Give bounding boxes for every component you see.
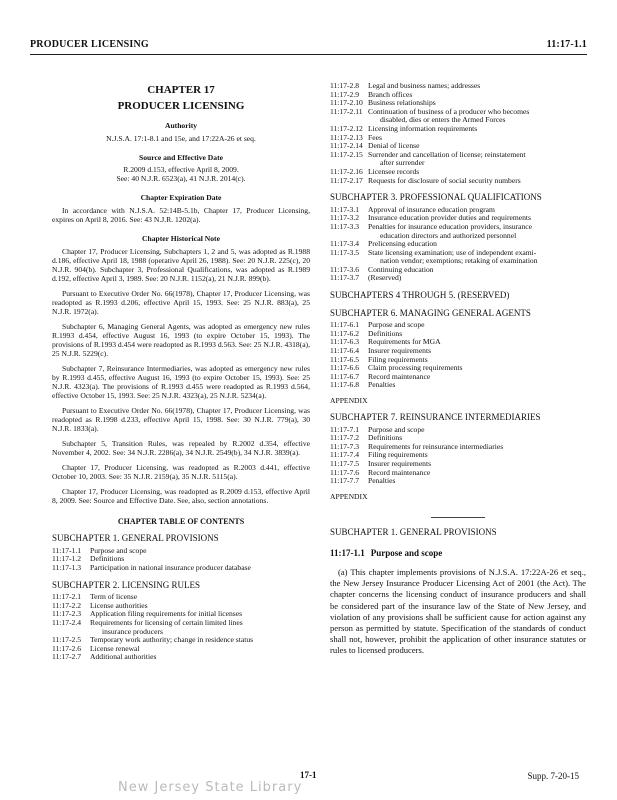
toc-row: 11:17-2.15 Surrender and cancellation of license; reinstatement after surrender (330, 149, 526, 168)
toc-row: 11:17-2.9 Branch offices (330, 89, 413, 99)
subchapter-heading: SUBCHAPTER 1. GENERAL PROVISIONS (52, 533, 219, 544)
right-column (330, 70, 586, 657)
toc-row: 11:17-6.2 Definitions (330, 328, 403, 338)
toc-row: 11:17-2.5 Temporary work authority; change in residence status (52, 635, 254, 645)
toc-row: 11:17-2.8 Legal and business names; addresses (330, 81, 481, 90)
toc-row: 11:17-7.5 Insurer requirements (330, 458, 432, 468)
appendix-label: APPENDIX (330, 396, 368, 405)
authority-text: N.J.S.A. 17:1-8.1 and 15e, and 17:22A-26 et seq. (106, 133, 256, 143)
toc-row: 11:17-3.1 Approval of insurance education program (330, 204, 495, 214)
authority-label: Authority (164, 121, 198, 131)
subchapter-heading: SUBCHAPTER 7. REINSURANCE INTERMEDIARIES (330, 412, 541, 422)
toc-list-sub7 (330, 426, 586, 486)
toc-row: 11:17-2.16 Licensee records (330, 166, 420, 176)
section-title: Purpose and scope (370, 548, 443, 559)
source-line-1: R.2009 d.153, effective April 8, 2009. (123, 165, 239, 175)
toc-row: 11:17-7.6 Record maintenance (330, 467, 431, 477)
toc-row: 11:17-2.3 Application filing requirements for initial licenses (52, 609, 243, 619)
section-heading (330, 549, 586, 559)
toc-list-sub3 (330, 206, 586, 283)
toc-row: 11:17-1.2 Definitions (52, 554, 125, 564)
history-para: Pursuant to Executive Order No. 66(1978), Chapter 17, Producer Licensing, was readopted as R.1998 d.233, effective April 15, 1998. See: 30 N.J.R. 779(a), 30 N.J.R. 1833(a). (52, 405, 310, 433)
toc-row: 11:17-2.6 License renewal (52, 643, 140, 653)
appendix-label: APPENDIX (330, 491, 368, 501)
toc-list-sub2-cont (330, 82, 586, 185)
chapter-title: PRODUCER LICENSING (117, 99, 245, 112)
toc-row: 11:17-2.11 Continuation of business of a producer who becomes disabled, dies or enters the Armed Forces (330, 106, 530, 125)
history-para: Chapter 17, Producer Licensing, was readopted as R.2003 d.441, effective October 10, 2003. See: 35 N.J.R. 2159(a), 35 N.J.R. 5115(a). (52, 462, 310, 481)
toc-row: 11:17-6.7 Record maintenance (330, 371, 431, 381)
source-line-2: See: 40 N.J.R. 6523(a), 41 N.J.R. 2014(c). (116, 174, 246, 184)
toc-row: 11:17-6.6 Claim processing requirements (330, 363, 463, 373)
toc-row: 11:17-2.2 License authorities (52, 600, 148, 610)
toc-row: 11:17-2.17 Requests for disclosure of social security numbers (330, 175, 521, 185)
toc-row: 11:17-6.4 Insurer requirements (330, 346, 432, 356)
toc-row: 11:17-3.3 Penalties for insurance education providers, insurance education directors and authorized personnel (330, 221, 533, 240)
toc-row: 11:17-2.13 Fees (330, 132, 382, 142)
section-paragraph: (a) This chapter implements provisions of N.J.S.A. 17:22A-26 et seq., the New Jersey Insurance Producer Licensing Act of 2001 (the Act). The chapter concerns the licensing conduct of insurance producers and shall be considered part of the insurance law of the State of New Jersey, and violation of any provisions shall be sufficient cause for action against any person as permitted by statute. Specification of the standards of conduct shall not, however, prohibit the application of other insurance statutes or rules to licensed producers. (330, 566, 586, 656)
expiration-label: Chapter Expiration Date (140, 193, 222, 203)
toc-list-sub2 (52, 593, 310, 662)
section-number: 11:17-1.1 (330, 548, 365, 559)
toc-row: 11:17-6.3 Requirements for MGA (330, 337, 441, 347)
toc-row: 11:17-1.3 Participation in national insurance producer database (52, 562, 251, 572)
toc-title: CHAPTER TABLE OF CONTENTS (117, 516, 245, 526)
toc-row: 11:17-6.5 Filing requirements (330, 354, 428, 364)
history-para: Subchapter 7, Reinsurance Intermediaries, was adopted as emergency new rules by R.1993 d.455, effective August 16, 1993 (to expire October 15, 1993). See: 25 N.J.R. 4323(a). The provisions of R.1993 d.455 were readopted as R.1993 d.564, effective October 15, 1993. See: 25 N.J.R. 4323(a), 25 N.J.R. 5234(a). (52, 363, 310, 400)
toc-row: 11:17-7.1 Purpose and scope (330, 424, 425, 434)
toc-row: 11:17-3.2 Insurance education provider duties and requirements (330, 213, 531, 223)
subchapter-heading: SUBCHAPTER 3. PROFESSIONAL QUALIFICATIONS (330, 192, 542, 203)
toc-row: 11:17-2.12 Licensing information requirements (330, 123, 478, 133)
toc-row: 11:17-7.3 Requirements for reinsurance intermediaries (330, 441, 504, 451)
library-watermark: New Jersey State Library (118, 780, 303, 795)
chapter-number: CHAPTER 17 (147, 84, 215, 96)
toc-list-sub1 (52, 547, 310, 573)
toc-row: 11:17-2.4 Requirements for licensing of certain limited lines insurance producers (52, 617, 243, 636)
toc-row: 11:17-2.14 Denial of license (330, 141, 420, 151)
header-title: PRODUCER LICENSING (30, 39, 149, 50)
toc-row: 11:17-3.7 (Reserved) (330, 273, 402, 283)
toc-row: 11:17-1.1 Purpose and scope (52, 545, 147, 555)
toc-list-sub6 (330, 321, 586, 390)
header-section: 11:17-1.1 (546, 39, 587, 50)
body-subchapter-heading: SUBCHAPTER 1. GENERAL PROVISIONS (330, 526, 497, 537)
toc-row: 11:17-6.8 Penalties (330, 380, 396, 390)
history-para: Subchapter 6, Managing General Agents, was adopted as emergency new rules R.1993 d.454, effective August 16, 1993 (to expire October 15, 1993). The provisions of R.1993 d.454 were readopted as R.1993 d.563. See: 25 N.J.R. 4318(a), 25 N.J.R. 5229(c). (52, 321, 310, 358)
left-column (52, 70, 310, 662)
toc-row: 11:17-3.5 State licensing examination; use of independent exami- nation vendor; exemptions; retaking of examination (330, 247, 538, 266)
toc-row: 11:17-3.4 Prelicensing education (330, 239, 437, 249)
history-para: Chapter 17, Producer Licensing, Subchapters 1, 2 and 5, was adopted as R.1988 d.186, effective April 18, 1988 (operative April 26, 1988). See: 20 N.J.R. 225(c), 20 N.J.R. 904(b). Subchapter 3, Professional Qualifications, was adopted as R.1989 d.192, effective April 3, 1989. See: 20 N.J.R. 1152(a), 21 N.J.R. 899(b). (52, 246, 310, 283)
subchapter-heading: SUBCHAPTER 2. LICENSING RULES (52, 579, 201, 590)
section-divider (431, 517, 485, 518)
subchapter-heading: SUBCHAPTER 6. MANAGING GENERAL AGENTS (330, 307, 531, 318)
toc-row: 11:17-2.10 Business relationships (330, 98, 436, 108)
source-label: Source and Effective Date (138, 152, 223, 162)
history-label: Chapter Historical Note (142, 233, 220, 243)
supplement-date: Supp. 7-20-15 (527, 771, 579, 781)
history-para: Pursuant to Executive Order No. 66(1978), Chapter 17, Producer Licensing, was readopted as R.1993 d.206, effective April 15, 1993. See: 25 N.J.R. 883(a), 25 N.J.R. 1972(a). (52, 288, 310, 316)
toc-row: 11:17-3.6 Continuing education (330, 264, 434, 274)
history-para: Chapter 17, Producer Licensing, was readopted as R.2009 d.153, effective April 8, 2009. See: Source and Effective Date. See, also, section annotations. (52, 486, 310, 505)
page-number: 17-1 (300, 770, 317, 780)
history-para: Subchapter 5, Transition Rules, was repealed by R.2002 d.354, effective November 4, 2002. See: 34 N.J.R. 2286(a), 34 N.J.R. 2549(b), 34 N.J.R. 3839(a). (52, 438, 310, 457)
toc-row: 11:17-7.4 Filing requirements (330, 450, 428, 460)
expiration-text: In accordance with N.J.S.A. 52:14B-5.1b, Chapter 17, Producer Licensing, expires on April 8, 2016. See: 43 N.J.R. 1202(a). (52, 205, 310, 224)
toc-row: 11:17-7.2 Definitions (330, 433, 403, 443)
subchapter-heading: SUBCHAPTERS 4 THROUGH 5. (RESERVED) (330, 290, 510, 301)
toc-row: 11:17-6.1 Purpose and scope (330, 320, 425, 330)
toc-row: 11:17-2.7 Additional authorities (52, 652, 157, 662)
toc-row: 11:17-2.1 Term of license (52, 592, 138, 602)
toc-row: 11:17-7.7 Penalties (330, 476, 396, 486)
header-rule (30, 54, 587, 55)
running-header (30, 39, 587, 53)
